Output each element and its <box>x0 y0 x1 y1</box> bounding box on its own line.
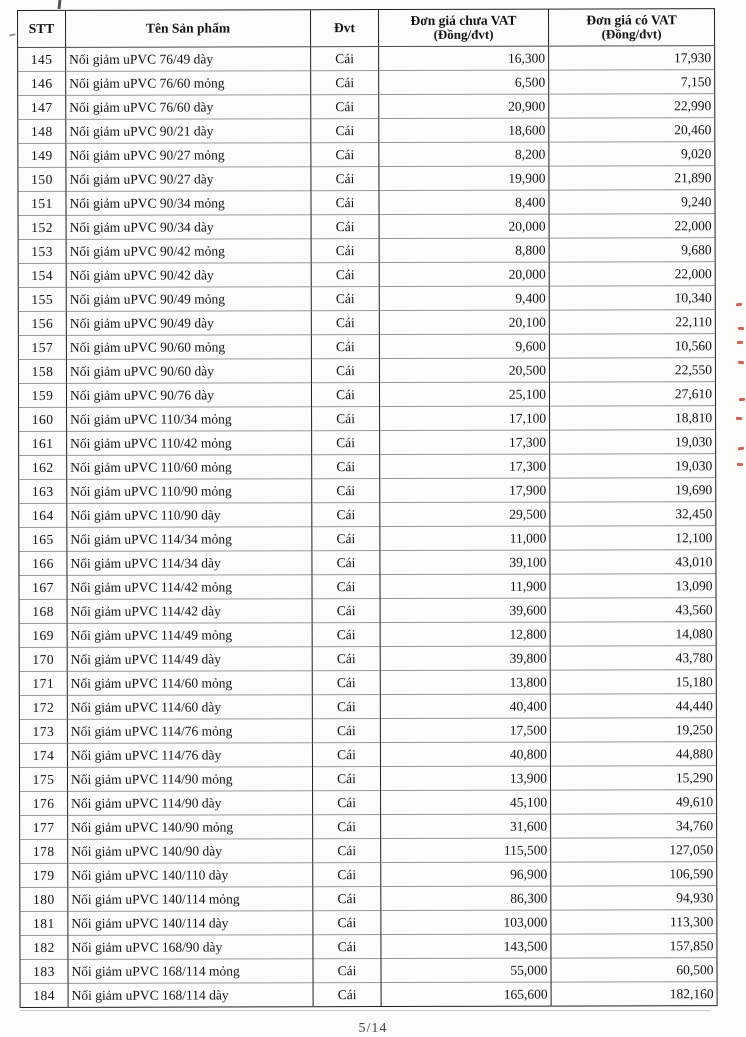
price-no-vat-cell: 39,800 <box>380 646 550 670</box>
unit-cell: Cái <box>313 983 381 1007</box>
table-row <box>20 838 717 864</box>
price-no-vat-cell: 25,100 <box>379 382 549 406</box>
unit-cell: Cái <box>311 215 379 239</box>
product-name-cell: Nối giảm uPVC 140/114 mỏng <box>68 887 313 912</box>
column-header-price-no-vat-label: Đơn giá chưa VAT <box>410 12 517 28</box>
product-name-cell: Nối giảm uPVC 114/76 dày <box>67 743 312 768</box>
scan-artifact-top-tick <box>58 0 62 9</box>
unit-cell: Cái <box>313 935 381 959</box>
column-header-price-vat-sublabel: (Đồng/đvt) <box>601 26 662 42</box>
stt-cell: 170 <box>19 647 67 671</box>
column-header-stt: STT <box>18 10 66 47</box>
product-name-cell: Nối giảm uPVC 110/90 mỏng <box>67 479 312 504</box>
column-header-price-no-vat <box>379 9 549 46</box>
table-row <box>19 550 716 576</box>
price-vat-cell: 34,760 <box>551 814 717 838</box>
price-vat-cell: 9,240 <box>549 190 715 214</box>
product-name-cell: Nối giảm uPVC 114/60 dày <box>67 695 312 720</box>
price-vat-cell: 15,180 <box>550 670 716 694</box>
scan-artifact-red-mark <box>739 398 745 401</box>
column-header-price-no-vat-sublabel: (Đồng/đvt) <box>433 27 494 43</box>
product-name-cell: Nối giảm uPVC 114/34 mỏng <box>67 527 312 552</box>
price-no-vat-cell: 12,800 <box>380 622 550 646</box>
price-table-header <box>18 9 715 48</box>
stt-cell: 153 <box>18 239 66 263</box>
page-number: 5/14 <box>358 1021 388 1036</box>
price-no-vat-cell: 45,100 <box>381 790 551 814</box>
price-no-vat-cell: 8,800 <box>379 238 549 262</box>
table-row <box>18 382 715 408</box>
price-vat-cell: 113,300 <box>551 910 717 934</box>
stt-cell: 168 <box>19 599 67 623</box>
unit-cell: Cái <box>312 647 380 671</box>
product-name-cell: Nối giảm uPVC 140/114 dày <box>68 911 313 936</box>
price-vat-cell: 44,880 <box>550 742 716 766</box>
price-no-vat-cell: 20,000 <box>379 214 549 238</box>
stt-cell: 150 <box>18 167 66 191</box>
price-no-vat-cell: 165,600 <box>381 982 551 1006</box>
table-row <box>20 862 717 888</box>
stt-cell: 161 <box>19 431 67 455</box>
price-no-vat-cell: 8,200 <box>379 142 549 166</box>
table-row <box>20 910 717 936</box>
price-vat-cell: 49,610 <box>551 790 717 814</box>
unit-cell: Cái <box>311 143 379 167</box>
price-vat-cell: 14,080 <box>550 622 716 646</box>
unit-cell: Cái <box>311 263 379 287</box>
table-row <box>20 790 717 816</box>
table-row <box>19 526 716 552</box>
product-name-cell: Nối giảm uPVC 76/60 mỏng <box>66 71 311 96</box>
table-row <box>19 406 716 432</box>
stt-cell: 157 <box>18 335 66 359</box>
table-row <box>19 766 716 792</box>
scan-artifact-red-mark <box>736 417 742 420</box>
stt-cell: 184 <box>20 983 68 1007</box>
stt-cell: 155 <box>18 287 66 311</box>
price-vat-cell: 22,110 <box>549 310 715 334</box>
table-row <box>18 46 715 72</box>
stt-cell: 166 <box>19 551 67 575</box>
price-vat-cell: 43,780 <box>550 646 716 670</box>
price-no-vat-cell: 17,500 <box>380 718 550 742</box>
product-name-cell: Nối giảm uPVC 114/60 mỏng <box>67 671 312 696</box>
stt-cell: 169 <box>19 623 67 647</box>
price-no-vat-cell: 20,100 <box>379 310 549 334</box>
stt-cell: 173 <box>19 719 67 743</box>
unit-cell: Cái <box>312 551 380 575</box>
table-row <box>18 310 715 336</box>
price-vat-cell: 43,560 <box>550 598 716 622</box>
stt-cell: 145 <box>18 47 66 71</box>
table-row <box>18 334 715 360</box>
price-vat-cell: 32,450 <box>550 502 716 526</box>
price-no-vat-cell: 31,600 <box>381 814 551 838</box>
table-row <box>18 286 715 312</box>
product-name-cell: Nối giảm uPVC 114/34 dày <box>67 551 312 576</box>
table-row <box>19 502 716 528</box>
unit-cell: Cái <box>311 47 379 71</box>
price-no-vat-cell: 11,000 <box>380 526 550 550</box>
table-row <box>19 742 716 768</box>
product-name-cell: Nối giảm uPVC 90/42 mỏng <box>66 239 311 264</box>
price-no-vat-cell: 20,000 <box>379 262 549 286</box>
unit-cell: Cái <box>312 455 380 479</box>
table-row <box>18 70 715 96</box>
product-name-cell: Nối giảm uPVC 110/90 dày <box>67 503 312 528</box>
price-vat-cell: 19,690 <box>550 478 716 502</box>
price-vat-cell: 19,250 <box>550 718 716 742</box>
table-row <box>18 262 715 288</box>
unit-cell: Cái <box>312 767 380 791</box>
price-no-vat-cell: 18,600 <box>379 118 549 142</box>
product-name-cell: Nối giảm uPVC 168/90 dày <box>68 935 313 960</box>
stt-cell: 165 <box>19 527 67 551</box>
unit-cell: Cái <box>311 191 379 215</box>
unit-cell: Cái <box>313 863 381 887</box>
stt-cell: 147 <box>18 95 66 119</box>
table-row <box>19 646 716 672</box>
price-vat-cell: 13,090 <box>550 574 716 598</box>
unit-cell: Cái <box>313 887 381 911</box>
unit-cell: Cái <box>312 575 380 599</box>
table-row <box>20 982 717 1008</box>
price-no-vat-cell: 29,500 <box>380 502 550 526</box>
product-name-cell: Nối giảm uPVC 90/21 dày <box>66 119 311 144</box>
table-row <box>18 142 715 168</box>
product-name-cell: Nối giảm uPVC 140/90 mỏng <box>68 815 313 840</box>
stt-cell: 172 <box>19 695 67 719</box>
stt-cell: 146 <box>18 71 66 95</box>
unit-cell: Cái <box>311 167 379 191</box>
table-row <box>20 814 717 840</box>
stt-cell: 158 <box>18 359 66 383</box>
price-vat-cell: 18,810 <box>550 406 716 430</box>
price-vat-cell: 22,550 <box>549 358 715 382</box>
price-no-vat-cell: 17,300 <box>380 454 550 478</box>
product-name-cell: Nối giảm uPVC 90/42 dày <box>66 263 311 288</box>
unit-cell: Cái <box>311 383 379 407</box>
stt-cell: 164 <box>19 503 67 527</box>
table-row <box>19 478 716 504</box>
unit-cell: Cái <box>312 695 380 719</box>
table-row <box>19 694 716 720</box>
unit-cell: Cái <box>311 335 379 359</box>
product-name-cell: Nối giảm uPVC 114/49 dày <box>67 647 312 672</box>
price-no-vat-cell: 55,000 <box>381 958 551 982</box>
unit-cell: Cái <box>312 431 380 455</box>
unit-cell: Cái <box>311 239 379 263</box>
stt-cell: 174 <box>19 743 67 767</box>
column-header-unit: Đvt <box>311 10 379 47</box>
column-header-price-vat <box>548 9 714 46</box>
price-no-vat-cell: 86,300 <box>381 886 551 910</box>
product-name-cell: Nối giảm uPVC 90/34 mỏng <box>66 191 311 216</box>
price-no-vat-cell: 9,400 <box>379 286 549 310</box>
price-vat-cell: 22,990 <box>549 94 715 118</box>
product-name-cell: Nối giảm uPVC 90/60 mỏng <box>66 335 311 360</box>
stt-cell: 151 <box>18 191 66 215</box>
product-name-cell: Nối giảm uPVC 140/90 dày <box>68 839 313 864</box>
price-vat-cell: 10,340 <box>549 286 715 310</box>
price-no-vat-cell: 19,900 <box>379 166 549 190</box>
stt-cell: 181 <box>20 911 68 935</box>
stt-cell: 171 <box>19 671 67 695</box>
scan-artifact-red-mark <box>738 327 744 330</box>
price-no-vat-cell: 13,800 <box>380 670 550 694</box>
product-name-cell: Nối giảm uPVC 110/60 mỏng <box>67 455 312 480</box>
table-row <box>18 166 715 192</box>
price-vat-cell: 27,610 <box>549 382 715 406</box>
unit-cell: Cái <box>312 743 380 767</box>
product-name-cell: Nối giảm uPVC 90/49 dày <box>66 311 311 336</box>
price-vat-cell: 19,030 <box>550 430 716 454</box>
product-name-cell: Nối giảm uPVC 90/34 dày <box>66 215 311 240</box>
product-name-cell: Nối giảm uPVC 90/49 mỏng <box>66 287 311 312</box>
table-row <box>19 430 716 456</box>
price-vat-cell: 157,850 <box>551 934 717 958</box>
stt-cell: 159 <box>18 383 66 407</box>
table-row <box>18 214 715 240</box>
column-header-product-name: Tên Sản phẩm <box>66 10 311 48</box>
unit-cell: Cái <box>313 959 381 983</box>
product-name-cell: Nối giảm uPVC 168/114 mỏng <box>68 959 313 984</box>
price-vat-cell: 22,000 <box>549 262 715 286</box>
unit-cell: Cái <box>313 791 381 815</box>
unit-cell: Cái <box>312 527 380 551</box>
unit-cell: Cái <box>312 407 380 431</box>
scan-artifact-bottom-shadow <box>20 1010 710 1011</box>
product-name-cell: Nối giảm uPVC 76/49 dày <box>66 47 311 72</box>
stt-cell: 162 <box>19 455 67 479</box>
unit-cell: Cái <box>313 911 381 935</box>
price-no-vat-cell: 17,100 <box>380 406 550 430</box>
price-no-vat-cell: 39,600 <box>380 598 550 622</box>
unit-cell: Cái <box>312 503 380 527</box>
price-no-vat-cell: 96,900 <box>381 862 551 886</box>
price-no-vat-cell: 13,900 <box>380 766 550 790</box>
product-name-cell: Nối giảm uPVC 114/76 mỏng <box>67 719 312 744</box>
price-vat-cell: 12,100 <box>550 526 716 550</box>
price-vat-cell: 9,020 <box>549 142 715 166</box>
price-vat-cell: 10,560 <box>549 334 715 358</box>
table-row <box>19 718 716 744</box>
price-vat-cell: 182,160 <box>551 982 717 1006</box>
price-vat-cell: 7,150 <box>549 70 715 94</box>
price-vat-cell: 21,890 <box>549 166 715 190</box>
table-row <box>19 454 716 480</box>
table-row <box>18 358 715 384</box>
stt-cell: 179 <box>20 863 68 887</box>
product-name-cell: Nối giảm uPVC 110/34 mỏng <box>67 407 312 432</box>
unit-cell: Cái <box>312 623 380 647</box>
price-vat-cell: 15,290 <box>550 766 716 790</box>
product-name-cell: Nối giảm uPVC 140/110 dày <box>68 863 313 888</box>
price-no-vat-cell: 115,500 <box>381 838 551 862</box>
price-no-vat-cell: 17,300 <box>380 430 550 454</box>
product-name-cell: Nối giảm uPVC 90/27 dày <box>66 167 311 192</box>
product-name-cell: Nối giảm uPVC 114/90 dày <box>68 791 313 816</box>
price-no-vat-cell: 40,400 <box>380 694 550 718</box>
product-name-cell: Nối giảm uPVC 90/27 mỏng <box>66 143 311 168</box>
price-no-vat-cell: 17,900 <box>380 478 550 502</box>
price-no-vat-cell: 40,800 <box>380 742 550 766</box>
scan-artifact-red-mark <box>737 463 743 466</box>
unit-cell: Cái <box>312 479 380 503</box>
stt-cell: 175 <box>19 767 67 791</box>
scan-artifact-red-mark <box>736 303 742 306</box>
price-no-vat-cell: 143,500 <box>381 934 551 958</box>
stt-cell: 183 <box>20 959 68 983</box>
price-vat-cell: 9,680 <box>549 238 715 262</box>
scan-artifact-red-mark <box>738 447 744 450</box>
stt-cell: 148 <box>18 119 66 143</box>
table-row <box>18 118 715 144</box>
price-vat-cell: 94,930 <box>551 886 717 910</box>
unit-cell: Cái <box>311 71 379 95</box>
price-vat-cell: 17,930 <box>549 46 715 70</box>
unit-cell: Cái <box>313 839 381 863</box>
product-name-cell: Nối giảm uPVC 76/60 dày <box>66 95 311 120</box>
header-row <box>18 9 715 48</box>
scan-artifact-red-mark <box>738 361 744 364</box>
stt-cell: 182 <box>20 935 68 959</box>
price-vat-cell: 60,500 <box>551 958 717 982</box>
table-row <box>19 670 716 696</box>
unit-cell: Cái <box>313 815 381 839</box>
product-name-cell: Nối giảm uPVC 90/76 dày <box>66 383 311 408</box>
stt-cell: 156 <box>18 311 66 335</box>
scan-artifact-left-mark <box>8 29 15 36</box>
unit-cell: Cái <box>312 719 380 743</box>
price-no-vat-cell: 6,500 <box>379 70 549 94</box>
product-name-cell: Nối giảm uPVC 114/42 dày <box>67 599 312 624</box>
price-no-vat-cell: 20,500 <box>379 358 549 382</box>
scan-artifact-red-mark <box>737 341 743 344</box>
stt-cell: 178 <box>20 839 68 863</box>
unit-cell: Cái <box>311 287 379 311</box>
column-header-price-vat-label: Đơn giá có VAT <box>586 12 677 28</box>
price-no-vat-cell: 11,900 <box>380 574 550 598</box>
price-no-vat-cell: 20,900 <box>379 94 549 118</box>
price-no-vat-cell: 9,600 <box>379 334 549 358</box>
unit-cell: Cái <box>311 95 379 119</box>
table-row <box>20 958 717 984</box>
price-vat-cell: 106,590 <box>551 862 717 886</box>
stt-cell: 152 <box>18 215 66 239</box>
stt-cell: 160 <box>19 407 67 431</box>
unit-cell: Cái <box>311 119 379 143</box>
price-vat-cell: 44,440 <box>550 694 716 718</box>
stt-cell: 177 <box>20 815 68 839</box>
product-name-cell: Nối giảm uPVC 114/49 mỏng <box>67 623 312 648</box>
price-no-vat-cell: 103,000 <box>381 910 551 934</box>
price-no-vat-cell: 16,300 <box>379 46 549 70</box>
stt-cell: 163 <box>19 479 67 503</box>
product-name-cell: Nối giảm uPVC 90/60 dày <box>66 359 311 384</box>
table-row <box>19 622 716 648</box>
table-row <box>20 934 717 960</box>
table-row <box>20 886 717 912</box>
table-row <box>18 190 715 216</box>
stt-cell: 154 <box>18 263 66 287</box>
table-row <box>18 238 715 264</box>
price-table-body <box>18 46 718 1008</box>
product-name-cell: Nối giảm uPVC 168/114 dày <box>68 983 313 1008</box>
product-name-cell: Nối giảm uPVC 114/42 mỏng <box>67 575 312 600</box>
price-vat-cell: 22,000 <box>549 214 715 238</box>
price-vat-cell: 19,030 <box>550 454 716 478</box>
price-vat-cell: 127,050 <box>551 838 717 862</box>
unit-cell: Cái <box>311 311 379 335</box>
price-no-vat-cell: 8,400 <box>379 190 549 214</box>
unit-cell: Cái <box>312 671 380 695</box>
unit-cell: Cái <box>312 599 380 623</box>
stt-cell: 167 <box>19 575 67 599</box>
product-name-cell: Nối giảm uPVC 110/42 mỏng <box>67 431 312 456</box>
stt-cell: 149 <box>18 143 66 167</box>
price-table <box>17 8 718 1008</box>
unit-cell: Cái <box>311 359 379 383</box>
table-row <box>18 94 715 120</box>
stt-cell: 180 <box>20 887 68 911</box>
table-row <box>19 598 716 624</box>
table-row <box>19 574 716 600</box>
price-vat-cell: 20,460 <box>549 118 715 142</box>
price-vat-cell: 43,010 <box>550 550 716 574</box>
product-name-cell: Nối giảm uPVC 114/90 mỏng <box>67 767 312 792</box>
price-no-vat-cell: 39,100 <box>380 550 550 574</box>
stt-cell: 176 <box>20 791 68 815</box>
